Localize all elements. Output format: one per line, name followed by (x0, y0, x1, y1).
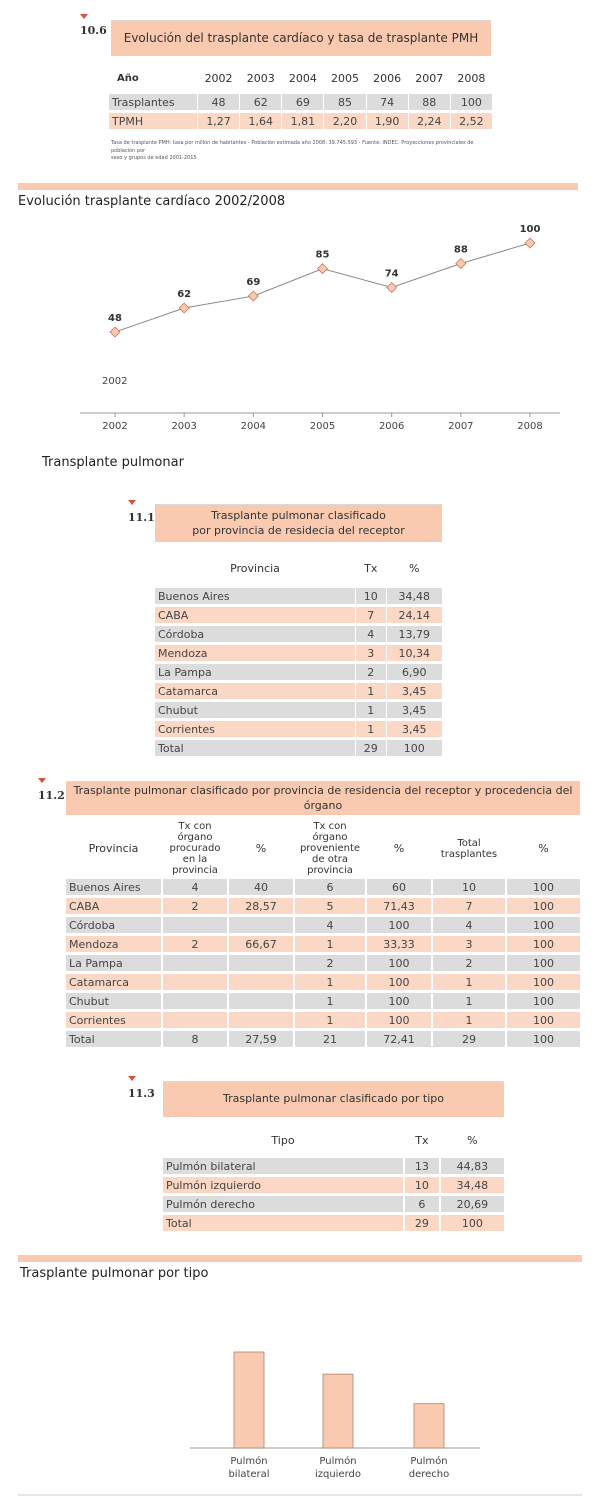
cell (163, 917, 227, 933)
x-tick-label: Pulmón (410, 1456, 448, 1467)
cell: 1,27 (198, 113, 239, 129)
cell: 24,14 (387, 607, 442, 623)
x-tick-label: bilateral (228, 1469, 270, 1480)
table-number: 10.6 (80, 24, 107, 37)
cell: 1,81 (282, 113, 323, 129)
header-cell: Tx (415, 1133, 429, 1147)
data-point (456, 259, 466, 269)
header-cell: Año (117, 72, 139, 84)
cell (163, 1012, 227, 1028)
table-10-6 (108, 62, 493, 132)
header-cell: Tx (364, 561, 378, 575)
header-cell: % (393, 842, 405, 855)
cell: 1 (295, 993, 365, 1009)
cell: 100 (367, 1012, 431, 1028)
line-chart (0, 205, 601, 445)
table-number: 11.3 (128, 1087, 155, 1100)
row-label: Mendoza (66, 936, 161, 952)
cell: 60 (367, 879, 431, 895)
cell: 40 (229, 879, 293, 895)
table-row (66, 898, 580, 914)
data-label: 69 (246, 277, 261, 289)
bar (234, 1352, 264, 1448)
cell: 6 (405, 1196, 439, 1212)
cell: 7 (356, 607, 386, 623)
cell: 71,43 (367, 898, 431, 914)
cell: 10,34 (387, 645, 442, 661)
footnote-line: sexo y grupos de edad 2001-2015 (111, 155, 197, 161)
table-title-line: Trasplante pulmonar clasificado (211, 508, 386, 522)
table-footnote (111, 140, 496, 163)
row-label: Pulmón bilateral (163, 1158, 403, 1174)
table-row (66, 1031, 580, 1047)
data-point (110, 327, 120, 337)
cell: 3,45 (387, 683, 442, 699)
data-point (318, 264, 328, 274)
cell: 10 (433, 879, 505, 895)
cell: 29 (356, 740, 386, 756)
header-cell: 2002 (204, 71, 233, 85)
table-11-2 (64, 818, 582, 1050)
row-label: Chubut (155, 702, 355, 718)
data-label: 48 (108, 313, 122, 324)
header-cell: 2003 (246, 71, 275, 85)
cell: 5 (295, 898, 365, 914)
chart-heading: Evolución trasplante cardíaco 2002/2008 (18, 194, 286, 209)
table-row (163, 1177, 504, 1193)
cell: 100 (451, 94, 492, 110)
table-row (163, 1196, 504, 1212)
data-label: 100 (519, 224, 541, 235)
cell: 2 (433, 955, 505, 971)
cell: 2,20 (324, 113, 365, 129)
section-separator (18, 1255, 582, 1262)
header-cell: % (467, 1133, 478, 1147)
table-11-3 (161, 1122, 506, 1234)
header-cell: 2007 (415, 71, 444, 85)
row-label: Trasplantes (109, 94, 197, 110)
cell: 100 (507, 993, 580, 1009)
x-tick-label: derecho (408, 1469, 450, 1480)
row-label: Corrientes (66, 1012, 161, 1028)
cell: 29 (433, 1031, 505, 1047)
cell: 3,45 (387, 702, 442, 718)
table-header-row (109, 65, 492, 91)
row-label: La Pampa (66, 955, 161, 971)
table-number: 11.1 (128, 511, 155, 524)
row-label: Mendoza (155, 645, 355, 661)
x-tick-label: Pulmón (230, 1456, 268, 1467)
cell: 1 (356, 721, 386, 737)
cell: 21 (295, 1031, 365, 1047)
cell: 10 (405, 1177, 439, 1193)
x-tick-label: izquierdo (314, 1469, 362, 1480)
cell: 66,67 (229, 936, 293, 952)
row-label: Pulmón derecho (163, 1196, 403, 1212)
cell: 6,90 (387, 664, 442, 680)
cell: 100 (507, 955, 580, 971)
row-label: Pulmón izquierdo (163, 1177, 403, 1193)
cell: 62 (240, 94, 281, 110)
cell: 100 (441, 1215, 504, 1231)
data-point (179, 303, 189, 313)
cell: 10 (356, 588, 386, 604)
table-row (66, 993, 580, 1009)
table-row (66, 917, 580, 933)
cell: 28,57 (229, 898, 293, 914)
row-label: Total (66, 1031, 161, 1047)
row-label: Córdoba (155, 626, 355, 642)
header-cell: Tipo (271, 1133, 295, 1147)
x-tick-label: 2002 (102, 421, 128, 432)
table-row (155, 607, 442, 623)
row-label: Buenos Aires (66, 879, 161, 895)
table-title (155, 504, 442, 542)
cell: 100 (507, 974, 580, 990)
cell: 48 (198, 94, 239, 110)
cell: 1 (433, 1012, 505, 1028)
cell: 13,79 (387, 626, 442, 642)
table-row (109, 94, 492, 110)
row-label: Corrientes (155, 721, 355, 737)
marker-triangle-icon (38, 778, 46, 783)
table-11-1 (154, 548, 443, 759)
cell: 6 (295, 879, 365, 895)
table-row (109, 113, 492, 129)
row-label: Total (155, 740, 355, 756)
data-point (248, 291, 258, 301)
cell: 8 (163, 1031, 227, 1047)
bar (323, 1374, 353, 1448)
cell: 1 (356, 683, 386, 699)
table-row (66, 974, 580, 990)
row-label: TPMH (109, 113, 197, 129)
header-cell: 2004 (288, 71, 317, 85)
table-title: Trasplante pulmonar clasificado por provincia de residencia del receptor y procedencia del órgano (66, 781, 580, 815)
section-separator (18, 183, 578, 190)
table-title: Trasplante pulmonar clasificado por tipo (163, 1081, 504, 1117)
cell: 34,48 (387, 588, 442, 604)
row-label: Chubut (66, 993, 161, 1009)
data-label: 85 (315, 249, 330, 261)
table-row (155, 683, 442, 699)
cell: 4 (295, 917, 365, 933)
header-cell: % (409, 561, 420, 575)
header-cell: Provincia (88, 842, 139, 855)
cell (163, 955, 227, 971)
cell: 100 (507, 936, 580, 952)
x-tick-label: 2004 (240, 421, 267, 432)
cell: 1,90 (367, 113, 408, 129)
table-row (155, 588, 442, 604)
cell: 85 (324, 94, 365, 110)
table-row (66, 1012, 580, 1028)
header-cell: 2008 (457, 71, 486, 85)
cell: 72,41 (367, 1031, 431, 1047)
table-title: Evolución del trasplante cardíaco y tasa de trasplante PMH (111, 20, 491, 56)
cell: 100 (387, 740, 442, 756)
row-label: Córdoba (66, 917, 161, 933)
table-row (155, 645, 442, 661)
header-cell: Tx con órgano procurado en la provincia (169, 821, 221, 876)
cell: 33,33 (367, 936, 431, 952)
row-label: CABA (155, 607, 355, 623)
header-cell: Provincia (230, 561, 280, 575)
cell: 88 (409, 94, 450, 110)
cell: 1 (433, 993, 505, 1009)
bar-chart (0, 1300, 601, 1500)
data-point (525, 238, 535, 248)
table-row (155, 702, 442, 718)
x-tick-label: Pulmón (319, 1456, 357, 1467)
row-label: Catamarca (155, 683, 355, 699)
section-heading: Transplante pulmonar (42, 455, 184, 470)
cell (229, 917, 293, 933)
cell: 2 (163, 898, 227, 914)
cell: 1 (295, 1012, 365, 1028)
cell: 69 (282, 94, 323, 110)
cell: 44,83 (441, 1158, 504, 1174)
cell: 20,69 (441, 1196, 504, 1212)
cell: 100 (507, 879, 580, 895)
x-tick-label: 2006 (378, 421, 405, 432)
row-label: Catamarca (66, 974, 161, 990)
data-label: 62 (177, 289, 192, 301)
stray-year-label: 2002 (102, 376, 128, 387)
data-point (387, 283, 397, 293)
x-tick-label: 2008 (517, 421, 543, 432)
cell (229, 974, 293, 990)
cell (229, 993, 293, 1009)
cell (163, 974, 227, 990)
cell: 2,24 (409, 113, 450, 129)
cell: 1 (295, 974, 365, 990)
row-label: Total (163, 1215, 403, 1231)
header-cell: Tx con órgano proveniente de otra provincia (299, 821, 361, 876)
footnote-line: Tasa de trasplante PMH: tasa por millón de habitantes - Población estimada año 2008: 39.745.593 - Fuente: INDEC. Proyecciones provinciales de población por (111, 140, 474, 154)
bar (414, 1404, 444, 1448)
table-row (163, 1158, 504, 1174)
table-title-line: por provincia de residecia del receptor (192, 523, 405, 537)
cell: 100 (507, 1031, 580, 1047)
cell: 2,52 (451, 113, 492, 129)
data-label: 74 (384, 268, 399, 280)
header-cell: % (538, 842, 549, 855)
row-label: Buenos Aires (155, 588, 355, 604)
cell: 1 (356, 702, 386, 718)
cell: 3 (433, 936, 505, 952)
cell: 4 (356, 626, 386, 642)
row-label: CABA (66, 898, 161, 914)
cell: 100 (507, 917, 580, 933)
cell: 4 (433, 917, 505, 933)
x-tick-label: 2007 (448, 421, 474, 432)
cell: 74 (367, 94, 408, 110)
cell: 1 (433, 974, 505, 990)
cell: 1 (295, 936, 365, 952)
table-header-row (163, 1125, 504, 1155)
cell: 100 (367, 917, 431, 933)
table-row (155, 721, 442, 737)
x-tick-label: 2003 (171, 421, 197, 432)
table-row (66, 879, 580, 895)
cell: 2 (356, 664, 386, 680)
cell: 34,48 (441, 1177, 504, 1193)
cell: 100 (507, 898, 580, 914)
table-header-row (155, 551, 442, 585)
cell (229, 1012, 293, 1028)
table-row (155, 626, 442, 642)
table-row (66, 955, 580, 971)
header-cell: % (255, 842, 267, 855)
header-cell: 2006 (373, 71, 402, 85)
header-cell: Total trasplantes (440, 837, 498, 860)
cell: 2 (295, 955, 365, 971)
row-label: La Pampa (155, 664, 355, 680)
cell: 100 (367, 974, 431, 990)
cell: 29 (405, 1215, 439, 1231)
cell: 1,64 (240, 113, 281, 129)
chart-heading: Trasplante pulmonar por tipo (20, 1266, 209, 1281)
cell: 100 (367, 993, 431, 1009)
cell: 2 (163, 936, 227, 952)
cell: 3 (356, 645, 386, 661)
marker-triangle-icon (128, 1076, 136, 1081)
cell (163, 993, 227, 1009)
marker-triangle-icon (128, 500, 136, 505)
table-header-row (66, 821, 580, 876)
header-cell: 2005 (330, 71, 359, 85)
x-tick-label: 2005 (309, 421, 336, 432)
cell: 4 (163, 879, 227, 895)
table-row (155, 664, 442, 680)
cell: 100 (507, 1012, 580, 1028)
table-row (155, 740, 442, 756)
cell: 7 (433, 898, 505, 914)
table-row (66, 936, 580, 952)
cell: 100 (367, 955, 431, 971)
cell: 27,59 (229, 1031, 293, 1047)
marker-triangle-icon (80, 14, 88, 19)
table-number: 11.2 (38, 789, 65, 802)
cell (229, 955, 293, 971)
cell: 3,45 (387, 721, 442, 737)
data-label: 88 (453, 244, 468, 256)
cell: 13 (405, 1158, 439, 1174)
table-row (163, 1215, 504, 1231)
